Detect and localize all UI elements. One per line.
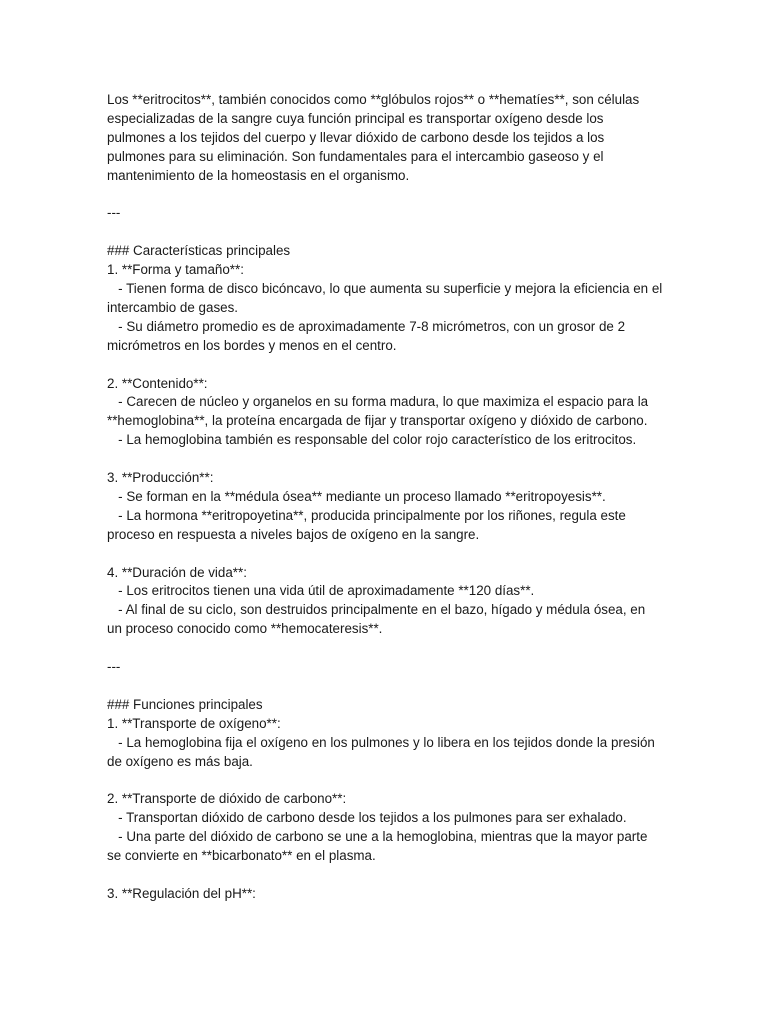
list-item-bullet: - Transportan dióxido de carbono desde los tejidos a los pulmones para ser exhalado. bbox=[107, 810, 627, 826]
list-item-title: 2. **Transporte de dióxido de carbono**: bbox=[107, 791, 347, 807]
list-item-title: 3. **Regulación del pH**: bbox=[107, 885, 256, 901]
list-item-bullet: - Se forman en la **médula ósea** mediante un proceso llamado **eritropoyesis**. bbox=[107, 488, 606, 504]
separator: --- bbox=[107, 659, 121, 675]
list-item-bullet: - Una parte del dióxido de carbono se une a la hemoglobina, mientras que la mayor parte se convierte en **bicarbonato** en el plasma. bbox=[107, 829, 652, 864]
list-item-title: 2. **Contenido**: bbox=[107, 375, 208, 391]
list-item-bullet: - La hemoglobina también es responsable del color rojo característico de los eritrocitos. bbox=[107, 432, 637, 448]
section-heading: ### Funciones principales bbox=[107, 696, 263, 712]
blank-line bbox=[107, 866, 663, 885]
list-item-bullet: - La hemoglobina fija el oxígeno en los pulmones y lo libera en los tejidos donde la presión de oxígeno es más baja. bbox=[107, 734, 659, 769]
list-item-bullet: - Su diámetro promedio es de aproximadamente 7-8 micrómetros, con un grosor de 2 micrómetros en los bordes y menos en el centro. bbox=[107, 318, 629, 353]
list-item-bullet: - Al final de su ciclo, son destruidos principalmente en el bazo, hígado y médula ósea, en un proceso conocido como **hemocateresis**. bbox=[107, 602, 649, 637]
list-item-bullet: - Carecen de núcleo y organelos en su forma madura, lo que maximiza el espacio para la **hemoglobina**, la proteína encargada de fijar y transportar oxígeno y dióxido de carbono. bbox=[107, 394, 652, 429]
blank-line bbox=[107, 450, 663, 469]
list-item-bullet: - Tienen forma de disco bicóncavo, lo que aumenta su superficie y mejora la eficiencia en el intercambio de gases. bbox=[107, 281, 667, 315]
blank-line bbox=[107, 356, 663, 375]
list-item-title: 1. **Transporte de oxígeno**: bbox=[107, 715, 281, 731]
blank-line bbox=[107, 639, 663, 658]
section-heading: ### Características principales bbox=[107, 243, 291, 259]
list-item-bullet: - Los eritrocitos tienen una vida útil de aproximadamente **120 días**. bbox=[107, 583, 535, 599]
document-page bbox=[107, 91, 667, 904]
intro-paragraph: Los **eritrocitos**, también conocidos como **glóbulos rojos** o **hematíes**, son células especializadas de la sangre cuya función principal es transportar oxígeno desde los pulmones a los tejidos del cuerpo y llevar dióxido de carbono desde los tejidos a los pulmones para su eliminación. Son fundamentales para el intercambio gaseoso y el mantenimiento de la homeostasis en el organismo. bbox=[107, 92, 643, 183]
list-item-bullet: - La hormona **eritropoyetina**, producida principalmente por los riñones, regula este proceso en respuesta a niveles bajos de oxígeno en la sangre. bbox=[107, 507, 630, 542]
list-item-title: 4. **Duración de vida**: bbox=[107, 564, 247, 580]
blank-line bbox=[107, 223, 663, 242]
separator: --- bbox=[107, 205, 121, 221]
blank-line bbox=[107, 772, 663, 791]
blank-line bbox=[107, 677, 663, 696]
blank-line bbox=[107, 186, 663, 205]
list-item-title: 3. **Producción**: bbox=[107, 470, 214, 486]
blank-line bbox=[107, 545, 663, 564]
list-item-title: 1. **Forma y tamaño**: bbox=[107, 262, 244, 278]
